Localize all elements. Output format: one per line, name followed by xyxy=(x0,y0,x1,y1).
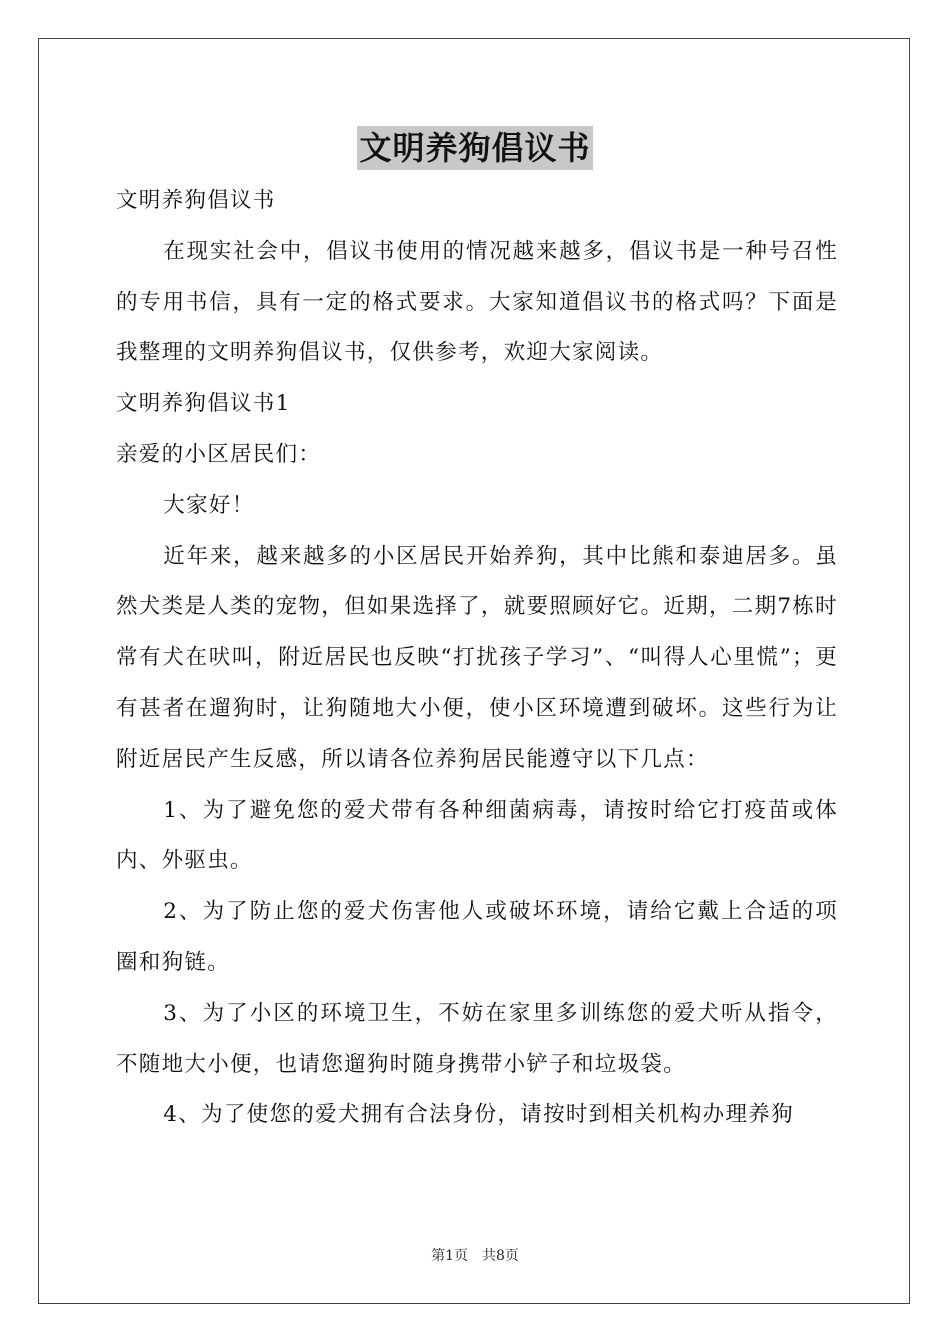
paragraph-intro: 在现实社会中，倡议书使用的情况越来越多，倡议书是一种号召性的专用书信，具有一定的格式要求。大家知道倡议书的格式吗？下面是我整理的文明养狗倡议书，仅供参考，欢迎大家阅读。 xyxy=(116,238,838,366)
paragraph-greeting: 大家好！ xyxy=(163,492,255,518)
paragraph-section-heading: 文明养狗倡议书1 xyxy=(116,391,291,417)
paragraph-item-3: 3、为了小区的环境卫生，不妨在家里多训练您的爱犬听从指令，不随地大小便，也请您遛狗时随身携带小铲子和垃圾袋。 xyxy=(116,1000,838,1077)
paragraph-salutation: 亲爱的小区居民们： xyxy=(116,441,322,467)
paragraph-item-4: 4、为了使您的爱犬拥有合法身份，请按时到相关机构办理养狗 xyxy=(163,1102,794,1128)
document-body xyxy=(116,176,838,1141)
paragraph-item-2: 2、为了防止您的爱犬伤害他人或破坏环境，请给它戴上合适的项圈和狗链。 xyxy=(116,899,838,975)
document-title: 文明养狗倡议书 xyxy=(357,126,592,170)
page-number: 第1页 xyxy=(431,1248,468,1264)
page-footer xyxy=(0,1246,950,1266)
paragraph-background: 近年来，越来越多的小区居民开始养狗，其中比熊和泰迪居多。虽然犬类是人类的宠物，但如果选择了，就要照顾好它。近期，二期7栋时常有犬在吠叫，附近居民也反映“打扰孩子学习”、“叫得人心里慌”；更有甚者在遛狗时，让狗随地大小便，使小区环境遭到破坏。这些行为让附近居民产生反感，所以请各位养狗居民能遵守以下几点： xyxy=(116,543,838,772)
title-container xyxy=(0,126,950,170)
paragraph-subtitle: 文明养狗倡议书 xyxy=(116,188,276,213)
page-total: 共8页 xyxy=(482,1248,519,1264)
paragraph-item-1: 1、为了避免您的爱犬带有各种细菌病毒，请按时给它打疫苗或体内、外驱虫。 xyxy=(116,797,838,874)
